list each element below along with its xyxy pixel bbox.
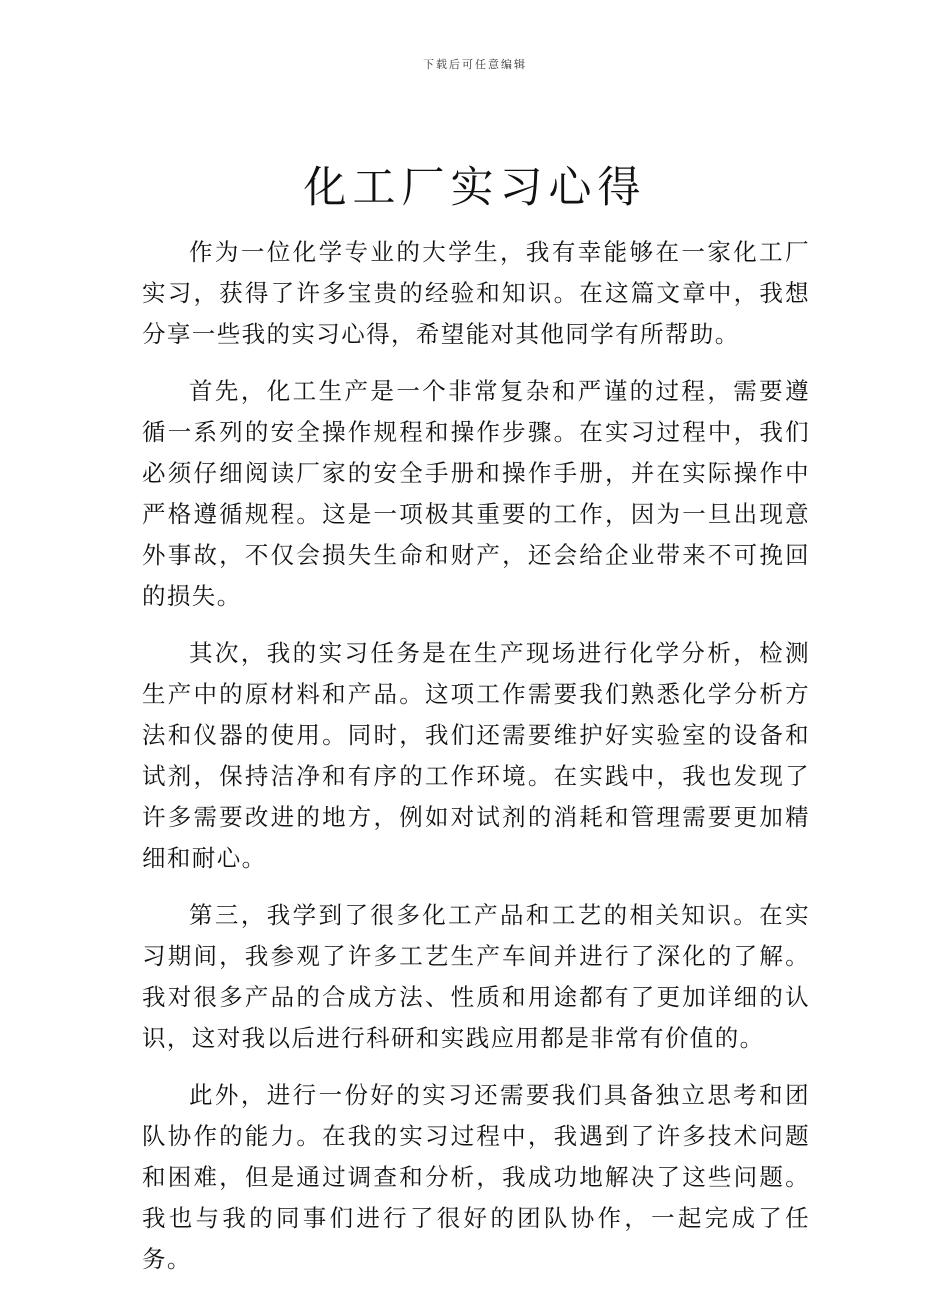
document-body: [142, 232, 810, 1296]
paragraph-4: 第三，我学到了很多化工产品和工艺的相关知识。在实习期间，我参观了许多工艺生产车间并进行了深化的了解。我对很多产品的合成方法、性质和用途都有了更加详细的认识，这对我以后进行科研和实践应用都是非常有价值的。: [142, 901, 810, 1052]
paragraph-2: 首先，化工生产是一个非常复杂和严谨的过程，需要遵循一系列的安全操作规程和操作步骤。在实习过程中，我们必须仔细阅读厂家的安全手册和操作手册，并在实际操作中严格遵循规程。这是一项极其重要的工作，因为一旦出现意外事故，不仅会损失生命和财产，还会给企业带来不可挽回的损失。: [142, 377, 810, 610]
paragraph-3: 其次，我的实习任务是在生产现场进行化学分析，检测生产中的原材料和产品。这项工作需要我们熟悉化学分析方法和仪器的使用。同时，我们还需要维护好实验室的设备和试剂，保持洁净和有序的工作环境。在实践中，我也发现了许多需要改进的地方，例如对试剂的消耗和管理需要更加精细和耐心。: [142, 639, 810, 872]
document-title: 化工厂实习心得: [303, 163, 647, 213]
paragraph-5: 此外，进行一份好的实习还需要我们具备独立思考和团队协作的能力。在我的实习过程中，我遇到了许多技术问题和困难，但是通过调查和分析，我成功地解决了这些问题。我也与我的同事们进行了很好的团队协作，一起完成了任务。: [142, 1081, 810, 1273]
header-note: 下载后可任意编辑: [423, 58, 527, 71]
paragraph-1: 作为一位化学专业的大学生，我有幸能够在一家化工厂实习，获得了许多宝贵的经验和知识。在这篇文章中，我想分享一些我的实习心得，希望能对其他同学有所帮助。: [142, 238, 810, 348]
